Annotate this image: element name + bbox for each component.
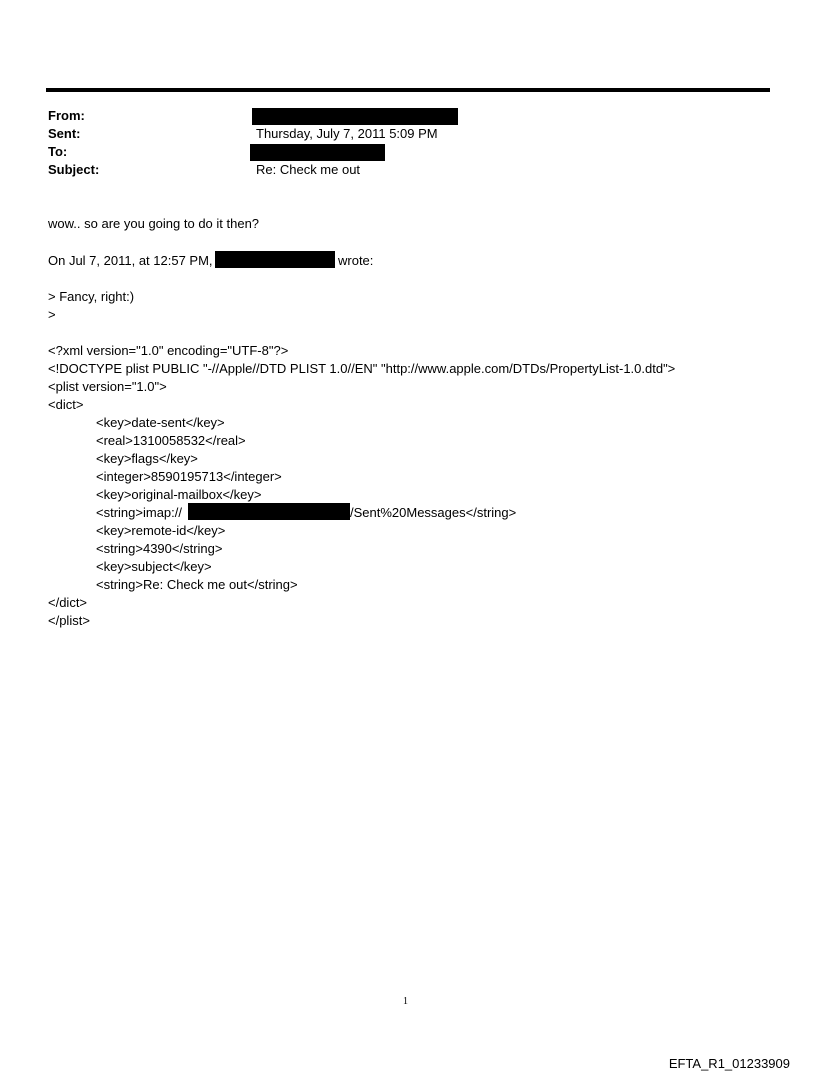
- to-label: To:: [48, 144, 68, 159]
- quote-line: >: [48, 307, 56, 322]
- plist-entry: <key>original-mailbox</key>: [96, 487, 262, 502]
- plist-close: </plist>: [48, 613, 90, 628]
- redacted-to: [250, 144, 385, 161]
- quote-intro-suffix: wrote:: [338, 253, 374, 268]
- plist-entry: <key>flags</key>: [96, 451, 198, 466]
- plist-entry: <key>remote-id</key>: [96, 523, 226, 538]
- quote-line: > Fancy, right:): [48, 289, 135, 304]
- plist-entry: <key>subject</key>: [96, 559, 212, 574]
- redacted-mailbox: [188, 503, 350, 520]
- plist-entry: <string>Re: Check me out</string>: [96, 577, 298, 592]
- sent-label: Sent:: [48, 126, 81, 141]
- doctype-line: <!DOCTYPE plist PUBLIC "-//Apple//DTD PLIST 1.0//EN" "http://www.apple.com/DTDs/PropertyList-1.0.dtd">: [48, 361, 676, 376]
- quote-intro-prefix: On Jul 7, 2011, at 12:57 PM,: [48, 253, 213, 268]
- xml-declaration: <?xml version="1.0" encoding="UTF-8"?>: [48, 343, 289, 358]
- redacted-sender: [215, 251, 335, 268]
- plist-open: <plist version="1.0">: [48, 379, 167, 394]
- plist-entry: /Sent%20Messages</string>: [350, 505, 517, 520]
- plist-entry: <integer>8590195713</integer>: [96, 469, 282, 484]
- dict-open: <dict>: [48, 397, 84, 412]
- redacted-from: [252, 108, 458, 125]
- from-label: From:: [48, 108, 85, 123]
- plist-entry: <real>1310058532</real>: [96, 433, 246, 448]
- page-number: 1: [403, 996, 408, 1007]
- sent-value: Thursday, July 7, 2011 5:09 PM: [256, 126, 438, 141]
- subject-label: Subject:: [48, 162, 100, 177]
- dict-close: </dict>: [48, 595, 88, 610]
- plist-entry: <string>imap://: [96, 505, 182, 520]
- plist-entry: <key>date-sent</key>: [96, 415, 225, 430]
- bates-number: EFTA_R1_01233909: [668, 1056, 790, 1071]
- plist-entry: <string>4390</string>: [96, 541, 223, 556]
- header-rule: [46, 88, 770, 92]
- reply-text: wow.. so are you going to do it then?: [48, 216, 260, 231]
- subject-value: Re: Check me out: [256, 162, 361, 177]
